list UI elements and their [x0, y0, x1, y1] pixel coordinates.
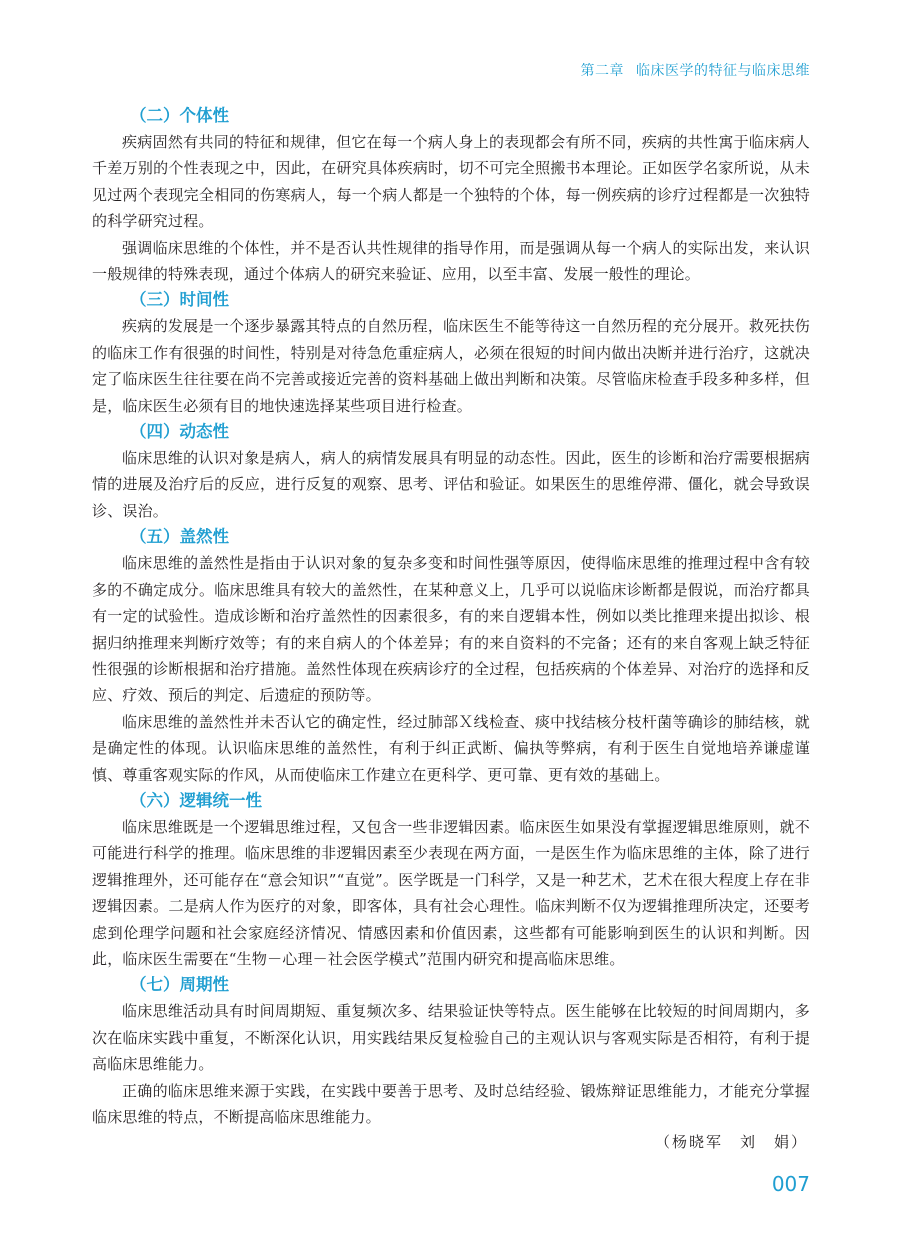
section-heading: （四）动态性	[130, 422, 229, 442]
section-heading: （三）时间性	[130, 290, 229, 310]
section-logical-unity	[92, 788, 810, 972]
section-heading: （五）盖然性	[130, 527, 229, 547]
section-periodicity	[92, 972, 810, 1130]
paragraph: 强调临床思维的个体性，并不是否认共性规律的指导作用，而是强调从每一个病人的实际出发，来认识一般规律的特殊表现，通过个体病人的研究来验证、应用，以至丰富、发展一般性的理论。	[92, 238, 810, 284]
paragraph: 疾病的发展是一个逐步暴露其特点的自然历程，临床医生不能等待这一自然历程的充分展开。救死扶伤的临床工作有很强的时间性，特别是对待急危重症病人，必须在很短的时间内做出决断并进行治疗，这就决定了临床医生往往要在尚不完善或接近完善的资料基础上做出判断和决策。尽管临床检查手段多种多样，但是，临床医生必须有目的地快速选择某些项目进行检查。	[92, 317, 810, 415]
paragraph: 临床思维的认识对象是病人，病人的病情发展具有明显的动态性。因此，医生的诊断和治疗需要根据病情的进展及治疗后的反应，进行反复的观察、思考、评估和验证。如果医生的思维停滞、僵化，就会导致误诊、误治。	[92, 449, 810, 520]
paragraph: 临床思维既是一个逻辑思维过程，又包含一些非逻辑因素。临床医生如果没有掌握逻辑思维原则，就不可能进行科学的推理。临床思维的非逻辑因素至少表现在两方面，一是医生作为临床思维的主体，除了进行逻辑推理外，还可能存在“意会知识”“直觉”。医学既是一门科学，又是一种艺术，艺术在很大程度上存在非逻辑因素。二是病人作为医疗的对象，即客体，具有社会心理性。临床判断不仅为逻辑推理所决定，还要考虑到伦理学问题和社会家庭经济情况、情感因素和价值因素，这些都有可能影响到医生的认识和判断。因此，临床医生需要在“生物－心理－社会医学模式”范围内研究和提高临床思维。	[92, 817, 810, 968]
section-timeliness	[92, 287, 810, 419]
paragraph: 正确的临床思维来源于实践，在实践中要善于思考、及时总结经验、锻炼辩证思维能力，才能充分掌握临床思维的特点，不断提高临床思维能力。	[92, 1081, 810, 1126]
section-probability	[92, 524, 810, 788]
running-header	[581, 60, 811, 80]
section-individuality	[92, 103, 810, 287]
header-chapter: 第二章	[580, 63, 624, 79]
paragraph: 疾病固然有共同的特征和规律，但它在每一个病人身上的表现都会有所不同，疾病的共性寓于临床病人千差万别的个性表现之中，因此，在研究具体疾病时，切不可完全照搬书本理论。正如医学名家所说，从未见过两个表现完全相同的伤寒病人，每一个病人都是一个独特的个体，每一例疾病的诊疗过程都是一次独特的科学研究过程。	[92, 133, 810, 231]
section-heading: （六）逻辑统一性	[130, 790, 262, 810]
author-signature: （杨晓军 刘 娟）	[654, 1133, 808, 1151]
paragraph: 临床思维活动具有时间周期短、重复频次多、结果验证快等特点。医生能够在比较短的时间周期内，多次在临床实践中重复，不断深化认识，用实践结果反复检验自己的主观认识与客观实际是否相符，有利于提高临床思维能力。	[92, 1002, 810, 1074]
section-heading: （二）个体性	[130, 106, 229, 125]
page-number: 007	[771, 1172, 810, 1196]
main-content	[92, 103, 810, 1130]
section-heading: （七）周期性	[130, 975, 229, 995]
section-dynamics	[92, 419, 810, 524]
paragraph: 临床思维的盖然性是指由于认识对象的复杂多变和时间性强等原因，使得临床思维的推理过程中含有较多的不确定成分。临床思维具有较大的盖然性，在某种意义上，几乎可以说临床诊断都是假说，而治疗都具有一定的试验性。造成诊断和治疗盖然性的因素很多，有的来自逻辑本性，例如以类比推理来提出拟诊、根据归纳推理来判断疗效等；有的来自病人的个体差异；有的来自资料的不完备；还有的来自客观上缺乏特征性很强的诊断根据和治疗措施。盖然性体现在疾病诊疗的全过程，包括疾病的个体差异、对治疗的选择和反应、疗效、预后的判定、后遗症的预防等。	[92, 554, 810, 705]
paragraph: 临床思维的盖然性并未否认它的确定性，经过肺部Ｘ线检查、痰中找结核分枝杆菌等确诊的肺结核，就是确定性的体现。认识临床思维的盖然性，有利于纠正武断、偏执等弊病，有利于医生自觉地培养谦虚谨慎、尊重客观实际的作风，从而使临床工作建立在更科学、更可靠、更有效的基础上。	[92, 712, 810, 784]
header-title: 临床医学的特征与临床思维	[636, 63, 810, 79]
